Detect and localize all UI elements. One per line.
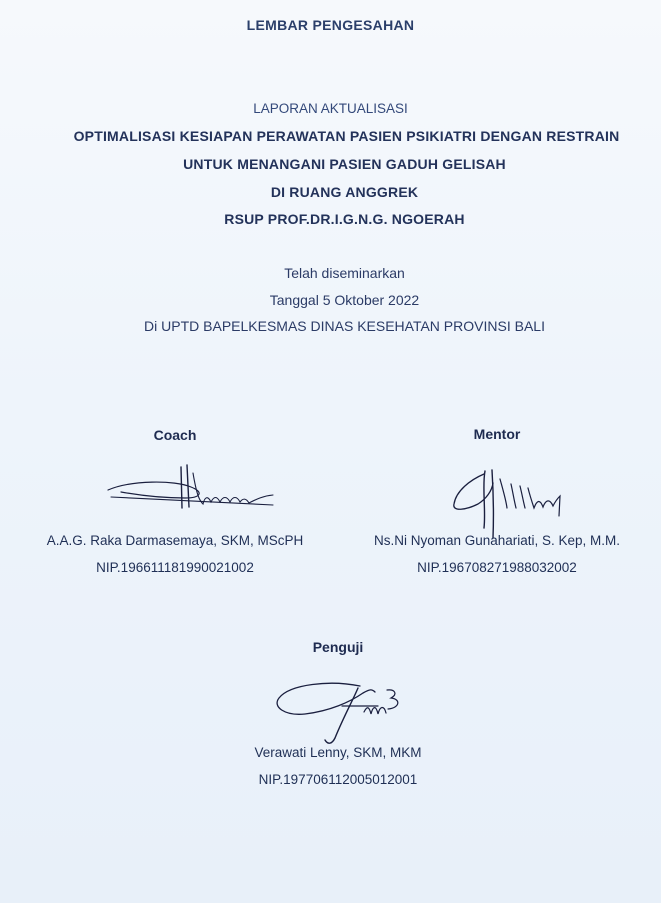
report-label: LAPORAN AKTUALISASI bbox=[253, 101, 408, 116]
page-heading: LEMBAR PENGESAHAN bbox=[246, 17, 415, 33]
mentor-nip: NIP.196708271988032002 bbox=[417, 560, 577, 575]
seminar-status: Telah diseminarkan bbox=[284, 265, 405, 281]
report-title-line-3: DI RUANG ANGGREK bbox=[270, 184, 419, 200]
coach-signature bbox=[103, 458, 283, 523]
mentor-role-label: Mentor bbox=[473, 426, 521, 442]
mentor-name: Ns.Ni Nyoman Gunahariati, S. Kep, M.M. bbox=[373, 533, 621, 548]
report-title-line-4: RSUP PROF.DR.I.G.N.G. NGOERAH bbox=[224, 211, 465, 227]
coach-nip: NIP.196611181990021002 bbox=[96, 560, 254, 575]
seminar-date: Tanggal 5 Oktober 2022 bbox=[269, 292, 420, 308]
penguji-nip: NIP.197706112005012001 bbox=[258, 772, 418, 787]
penguji-signature bbox=[270, 678, 420, 750]
coach-role-label: Coach bbox=[153, 427, 197, 443]
penguji-role-label: Penguji bbox=[312, 639, 364, 655]
coach-name: A.A.G. Raka Darmasemaya, SKM, MScPH bbox=[46, 533, 304, 548]
seminar-location: Di UPTD BAPELKESMAS DINAS KESEHATAN PROVINSI BALI bbox=[144, 318, 545, 334]
report-title-line-2: UNTUK MENANGANI PASIEN GADUH GELISAH bbox=[183, 156, 506, 172]
report-title-line-1: OPTIMALISASI KESIAPAN PERAWATAN PASIEN PSIKIATRI DENGAN RESTRAIN bbox=[73, 128, 620, 144]
penguji-name: Verawati Lenny, SKM, MKM bbox=[254, 745, 422, 760]
